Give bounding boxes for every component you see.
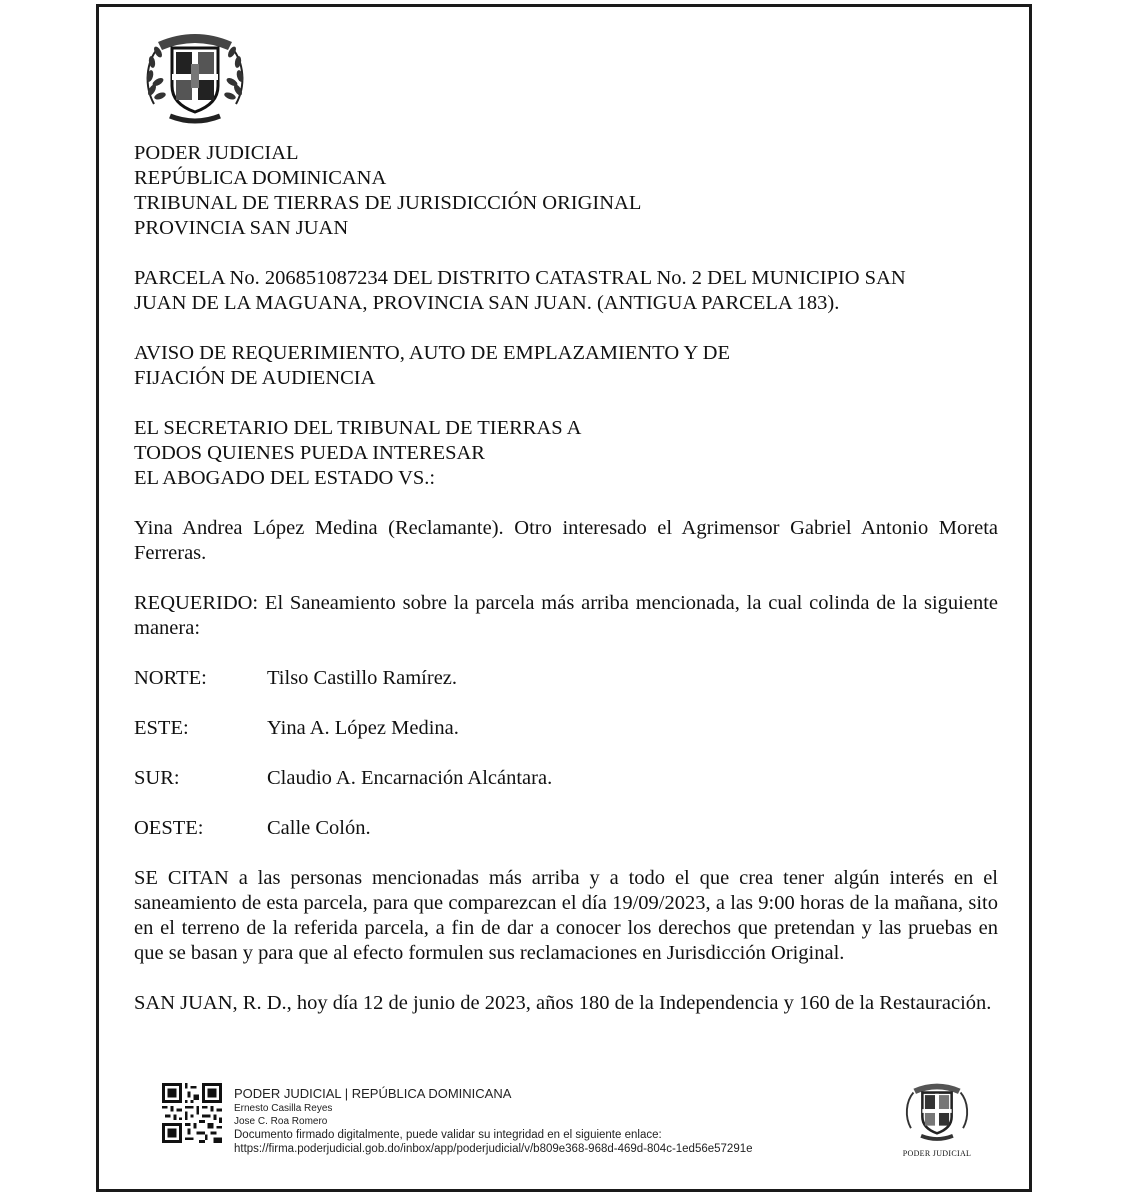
boundary-value: Claudio A. Encarnación Alcántara. [267,767,553,789]
boundary-value: Tilso Castillo Ramírez. [267,667,458,689]
boundary-row [134,716,998,741]
coat-of-arms-icon [140,24,250,130]
notice-title-line: FIJACIÓN DE AUDIENCIA [134,367,376,389]
boundary-label: SUR: [134,767,180,789]
footer-signer: Ernesto Casilla Reyes [234,1103,333,1114]
boundary-row [134,816,998,841]
coat-of-arms-icon [902,1077,972,1145]
header-line: PROVINCIA SAN JUAN [134,217,349,239]
citation-paragraph: SE CITAN a las personas mencionadas más arriba y a todo el que crea tener algún interés en el saneamiento de esta parcela, para que comparezcan el día 19/09/2023, a las 9:00 horas de la mañana, sito en el terreno de la referida parcela, a fin de dar a conocer los derechos que pretendan y las pruebas en que se basan y para que al efecto formulen sus reclamaciones en Jurisdicción Original. [134,867,998,964]
addressee-line: EL SECRETARIO DEL TRIBUNAL DE TIERRAS A [134,417,582,439]
boundary-value: Calle Colón. [267,817,371,839]
footer-org: PODER JUDICIAL | REPÚBLICA DOMINICANA [234,1086,512,1101]
footer-signer: Jose C. Roa Romero [234,1116,328,1127]
addressee-line: EL ABOGADO DEL ESTADO VS.: [134,467,436,489]
requerido-paragraph: REQUERIDO: El Saneamiento sobre la parcela más arriba mencionada, la cual colinda de la siguiente manera: [134,592,998,639]
boundary-label: ESTE: [134,717,189,739]
footer-validation-link[interactable]: https://firma.poderjudicial.gob.do/inbox/app/poderjudicial/v/b809e368-968d-469d-804c-1ed56e57291e [234,1143,753,1155]
issuing-authority [134,141,998,241]
boundary-label: OESTE: [134,817,204,839]
header-line: TRIBUNAL DE TIERRAS DE JURISDICCIÓN ORIGINAL [134,192,642,214]
parcel-line: PARCELA No. 206851087234 DEL DISTRITO CATASTRAL No. 2 DEL MUNICIPIO SAN [134,267,906,289]
boundary-row [134,666,998,691]
signature-footer [162,1083,982,1173]
header-line: PODER JUDICIAL [134,142,299,164]
qr-code-icon[interactable] [162,1083,222,1143]
parties-paragraph: Yina Andrea López Medina (Reclamante). Otro interesado el Agrimensor Gabriel Antonio Moreta Ferreras. [134,517,998,564]
addressee-line: TODOS QUIENES PUEDA INTERESAR [134,442,485,464]
boundary-value: Yina A. López Medina. [267,717,459,739]
document-body [134,141,998,1016]
closing-paragraph: SAN JUAN, R. D., hoy día 12 de junio de 2023, años 180 de la Independencia y 160 de la Restauración. [134,992,992,1014]
footer-seal-label: PODER JUDICIAL [902,1149,972,1158]
notice-title-line: AVISO DE REQUERIMIENTO, AUTO DE EMPLAZAMIENTO Y DE [134,342,731,364]
header-line: REPÚBLICA DOMINICANA [134,167,387,189]
boundary-row [134,766,998,791]
footer-validation-note: Documento firmado digitalmente, puede validar su integridad en el siguiente enlace: [234,1129,662,1141]
parcel-line: JUAN DE LA MAGUANA, PROVINCIA SAN JUAN. (ANTIGUA PARCELA 183). [134,292,840,314]
boundary-label: NORTE: [134,667,207,689]
signature-block [234,1086,753,1156]
